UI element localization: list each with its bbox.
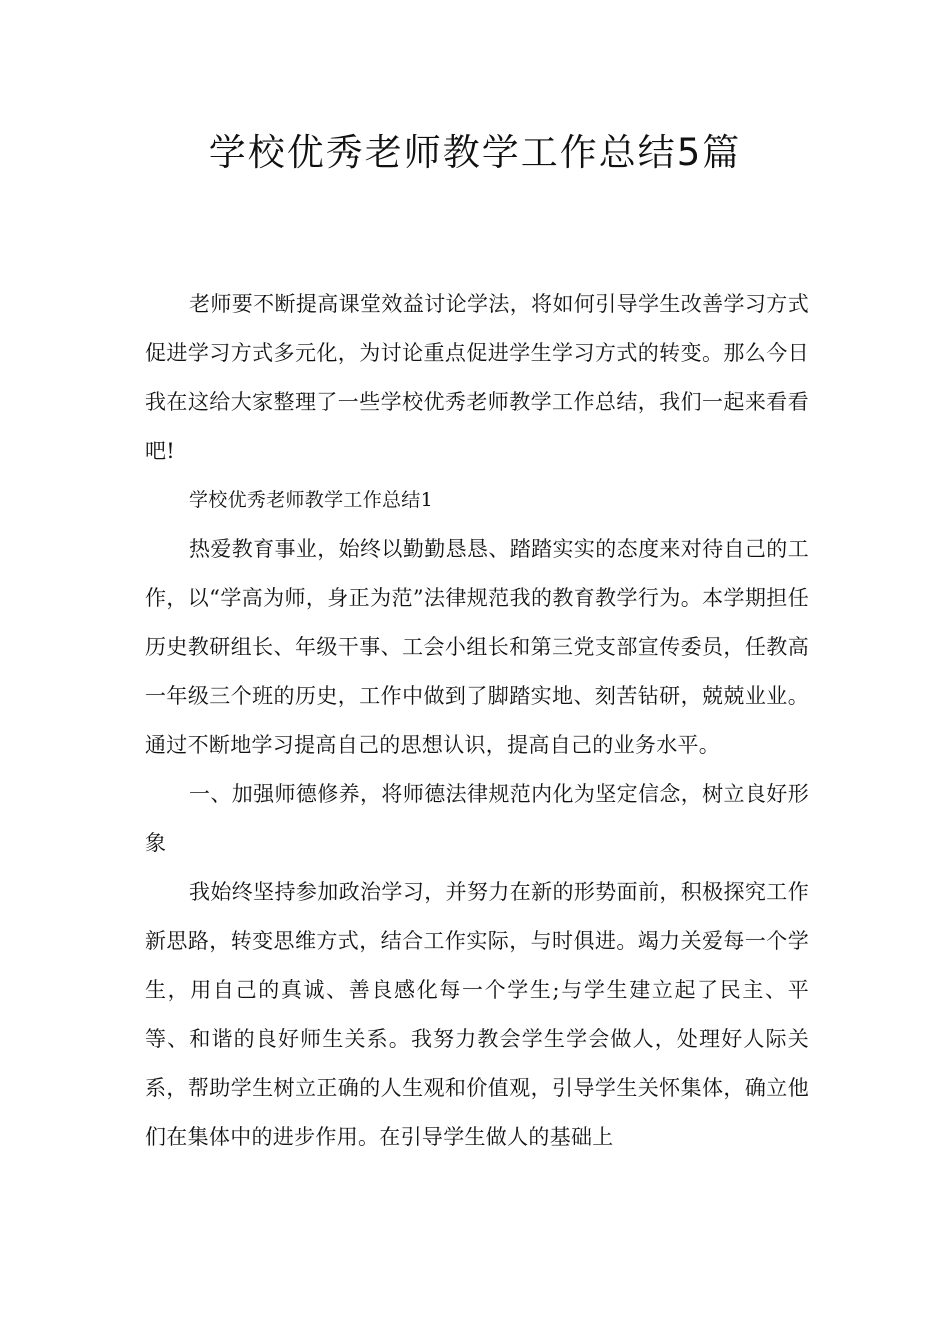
document-title: 学校优秀老师教学工作总结5篇 (208, 131, 742, 174)
body-paragraph: 我始终坚持参加政治学习，并努力在新的形势面前，积极探究工作新思路，转变思维方式，结合工作实际，与时俱进。竭力关爱每一个学生，用自己的真诚、善良感化每一个学生;与学生建立起了民主、平等、和谐的良好师生关系。我努力教会学生学会做人，处理好人际关系，帮助学生树立正确的人生观和价值观，引导学生关怀集体，确立他们在集体中的进步作用。在引导学生做人的基础上 (145, 880, 809, 1149)
body-paragraph: 热爱教育事业，始终以勤勤恳恳、踏踏实实的态度来对待自己的工作，以“学高为师，身正为范”法律规范我的教育教学行为。本学期担任历史教研组长、年级干事、工会小组长和第三党支部宣传委员，任教高一年级三个班的历史，工作中做到了脚踏实地、刻苦钻研，兢兢业业。通过不断地学习提高自己的思想认识，提高自己的业务水平。 (145, 537, 809, 757)
intro-paragraph: 老师要不断提高课堂效益讨论学法，将如何引导学生改善学习方式促进学习方式多元化，为讨论重点促进学生学习方式的转变。那么今日我在这给大家整理了一些学校优秀老师教学工作总结，我们一起来看看吧! (145, 292, 809, 463)
section-heading-1: 学校优秀老师教学工作总结1 (189, 489, 433, 511)
subsection-heading: 一、加强师德修养，将师德法律规范内化为坚定信念，树立良好形象 (145, 782, 809, 855)
document-body (145, 280, 809, 1162)
